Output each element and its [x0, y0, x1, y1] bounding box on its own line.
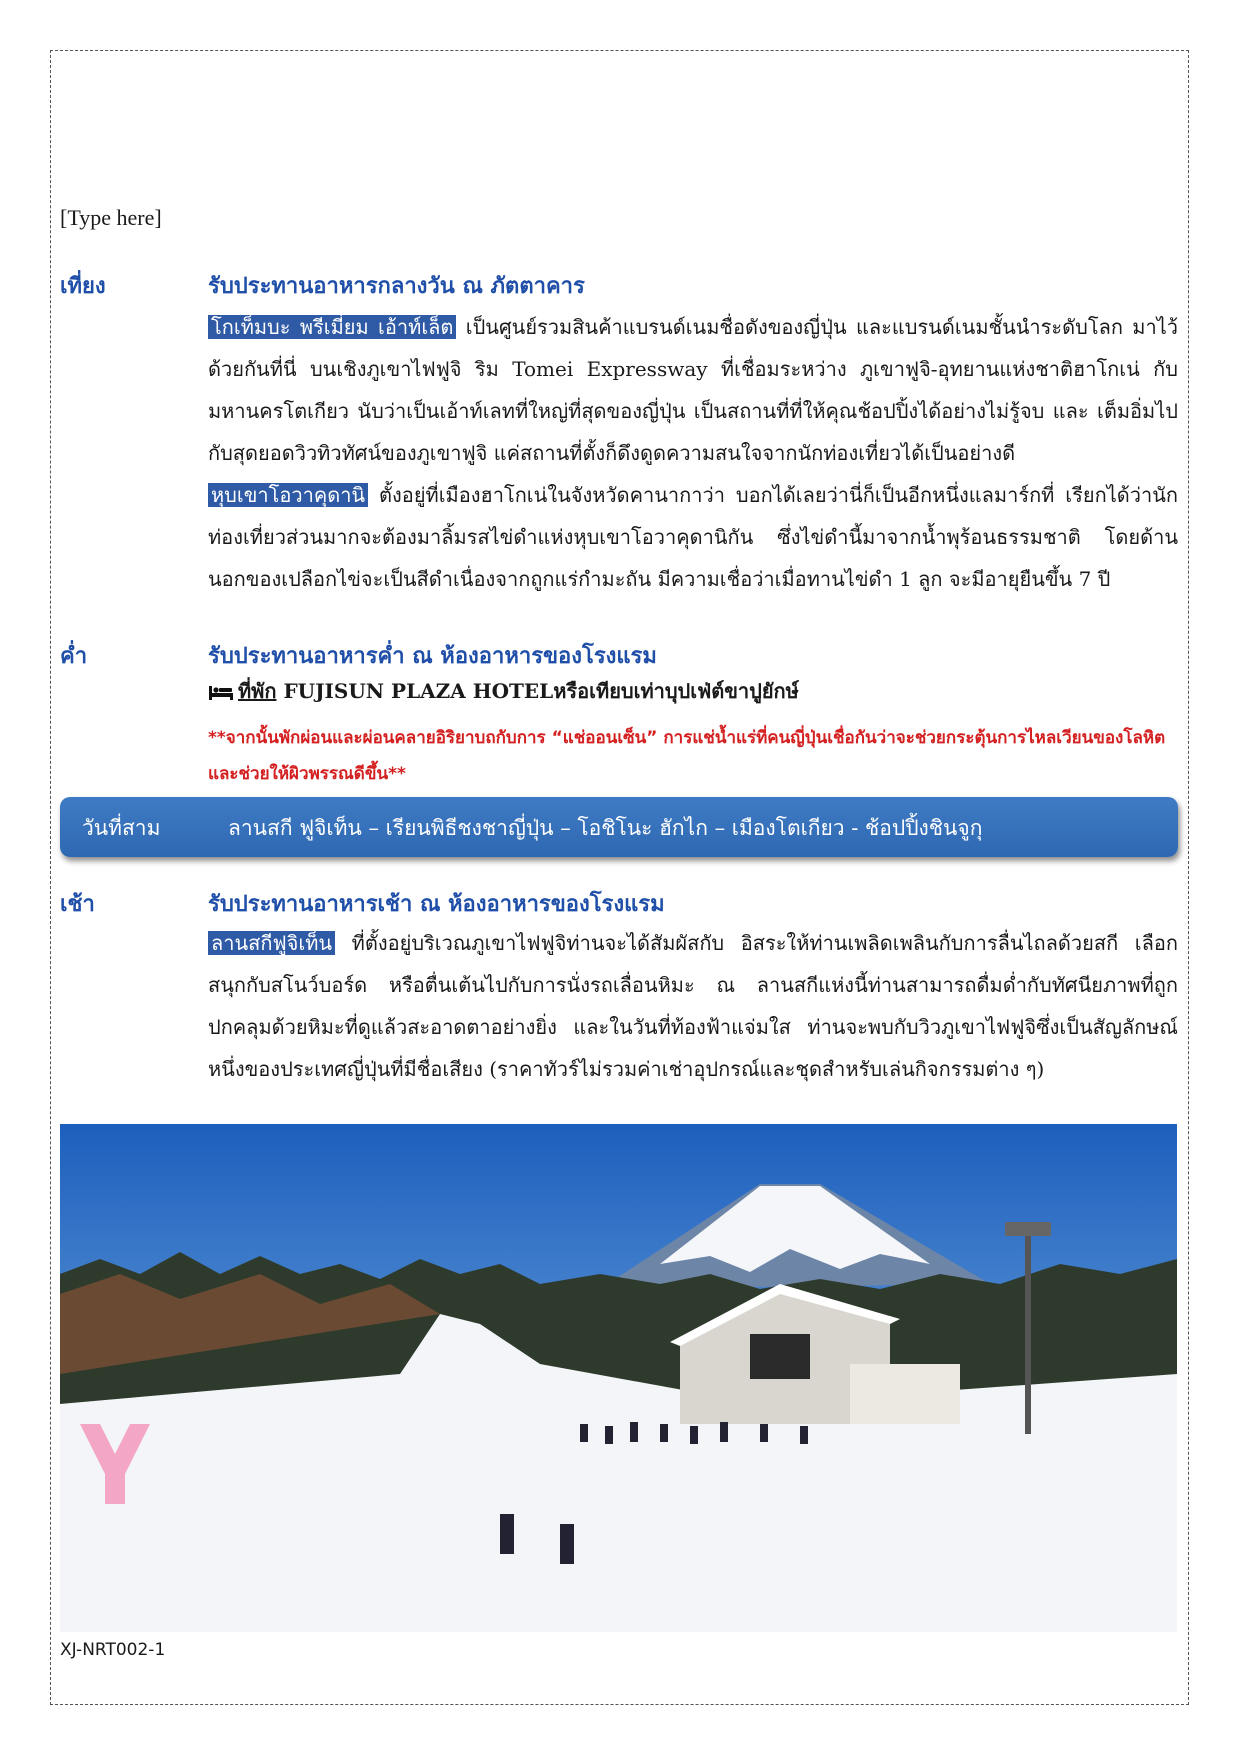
lunch-text-2: ตั้งอยู่ที่เมืองฮาโกเน่ในจังหวัดคานากาว่า บอกได้เลยว่านี่ก็เป็นอีกหนึ่งแลมาร์กที่ เรียกได้ว่านักท่องเที่ยวส่วนมากจะต้องมาลิ้มรสไข่ดำแห่งหุบเขาโอวาคุดานิกัน ซึ่งไข่ดำนี้มาจากน้ำพุร้อนธรรมชาติ โดยด้านนอกของเปลือกไข่จะเป็นสีดำเนื่องจากถูกแร่กำมะถัน มีความเชื่อว่าเมื่อทานไข่ดำ 1 ลูก จะมีอายุยืนขึ้น 7 ปี [208, 483, 1178, 591]
lunch-time: เที่ยง [60, 273, 106, 299]
highlight-fujiten: ลานสกีฟูจิเท็น [208, 931, 335, 955]
highlight-gotemba-outlet: โกเท็มบะ พรีเมี่ยม เอ้าท์เล็ต [208, 315, 456, 339]
day-label: วันที่สาม [82, 816, 161, 840]
lunch-description [208, 306, 1178, 600]
breakfast-title: รับประทานอาหารเช้า ณ ห้องอาหารของโรงแรม [208, 891, 665, 917]
breakfast-description [208, 922, 1178, 1090]
day-banner [60, 797, 1178, 857]
dinner-time: ค่ำ [60, 643, 88, 669]
bed-icon [208, 682, 234, 700]
breakfast-text: ที่ตั้งอยู่บริเวณภูเขาไฟฟูจิท่านจะได้สัมผัสกับ อิสระให้ท่านเพลิดเพลินกับการลื่นไถลด้วยสกี เลือกสนุกกับสโนว์บอร์ด หรือตื่นเต้นไปกับการนั่งรถเลื่อนหิมะ ณ ลานสกีแห่งนี้ท่านสามารถดื่มด่ำกับทัศนียภาพที่ถูกปกคลุมด้วยหิมะที่ดูแล้วสะอาดตาอย่างยิ่ง และในวันที่ท้องฟ้าแจ่มใส ท่านจะพบกับวิวภูเขาไฟฟูจิซึ่งเป็นสัญลักษณ์หนึ่งของประเทศญี่ปุ่นที่มีชื่อเสียง (ราคาทัวร์ไม่รวมค่าเช่าอุปกรณ์และชุดสำหรับเล่นกิจกรรมต่าง ๆ) [208, 931, 1178, 1081]
ski-resort-illustration [60, 1124, 1177, 1632]
onsen-note: **จากนั้นพักผ่อนและผ่อนคลายอิริยาบถกับการ “แช่ออนเซ็น” การแช่น้ำแร่ที่คนญี่ปุ่นเชื่อกันว่าจะช่วยกระตุ้นการไหลเวียนของโลหิตและช่วยให้ผิวพรรณดีขึ้น** [208, 728, 1166, 784]
breakfast-time: เช้า [60, 891, 95, 917]
day-title: ลานสกี ฟูจิเท็น – เรียนพิธีชงชาญี่ปุ่น – โอชิโนะ ฮักไก – เมืองโตเกียว - ช้อปปิ้งชินจูกุ [228, 816, 983, 840]
footer-code: XJ-NRT002-1 [60, 1640, 166, 1660]
ski-resort-photo [60, 1124, 1177, 1632]
hotel-line [208, 675, 799, 707]
highlight-owakudani: หุบเขาโอวาคุดานิ [208, 483, 368, 507]
hotel-name: FUJISUN PLAZA HOTELหรือเทียบเท่าบุปเฟ่ต์ขาปูยักษ์ [276, 679, 799, 703]
dinner-title: รับประทานอาหารค่ำ ณ ห้องอาหารของโรงแรม [208, 643, 657, 669]
lunch-text-1: เป็นศูนย์รวมสินค้าแบรนด์เนมชื่อดังของญี่ปุ่น และแบรนด์เนมชั้นนำระดับโลก มาไว้ด้วยกันที่นี่ บนเชิงภูเขาไฟฟูจิ ริม Tomei Expressway ที่เชื่อมระหว่าง ภูเขาฟูจิ-อุทยานแห่งชาติฮาโกเน่ กับมหานครโตเกียว นับว่าเป็นเอ้าท์เลทที่ใหญ่ที่สุดของญี่ปุ่น เป็นสถานที่ที่ให้คุณช้อปปิ้งได้อย่างไม่รู้จบ และ เต็มอิ่มไปกับสุดยอดวิวทิวทัศน์ของภูเขาฟูจิ แค่สถานที่ตั้งก็ดึงดูดความสนใจจากนักท่องเที่ยวได้เป็นอย่างดี [208, 315, 1178, 465]
lunch-title: รับประทานอาหารกลางวัน ณ ภัตตาคาร [208, 273, 585, 299]
hotel-prefix: ที่พัก [238, 679, 277, 703]
header-placeholder: [Type here] [60, 205, 162, 230]
